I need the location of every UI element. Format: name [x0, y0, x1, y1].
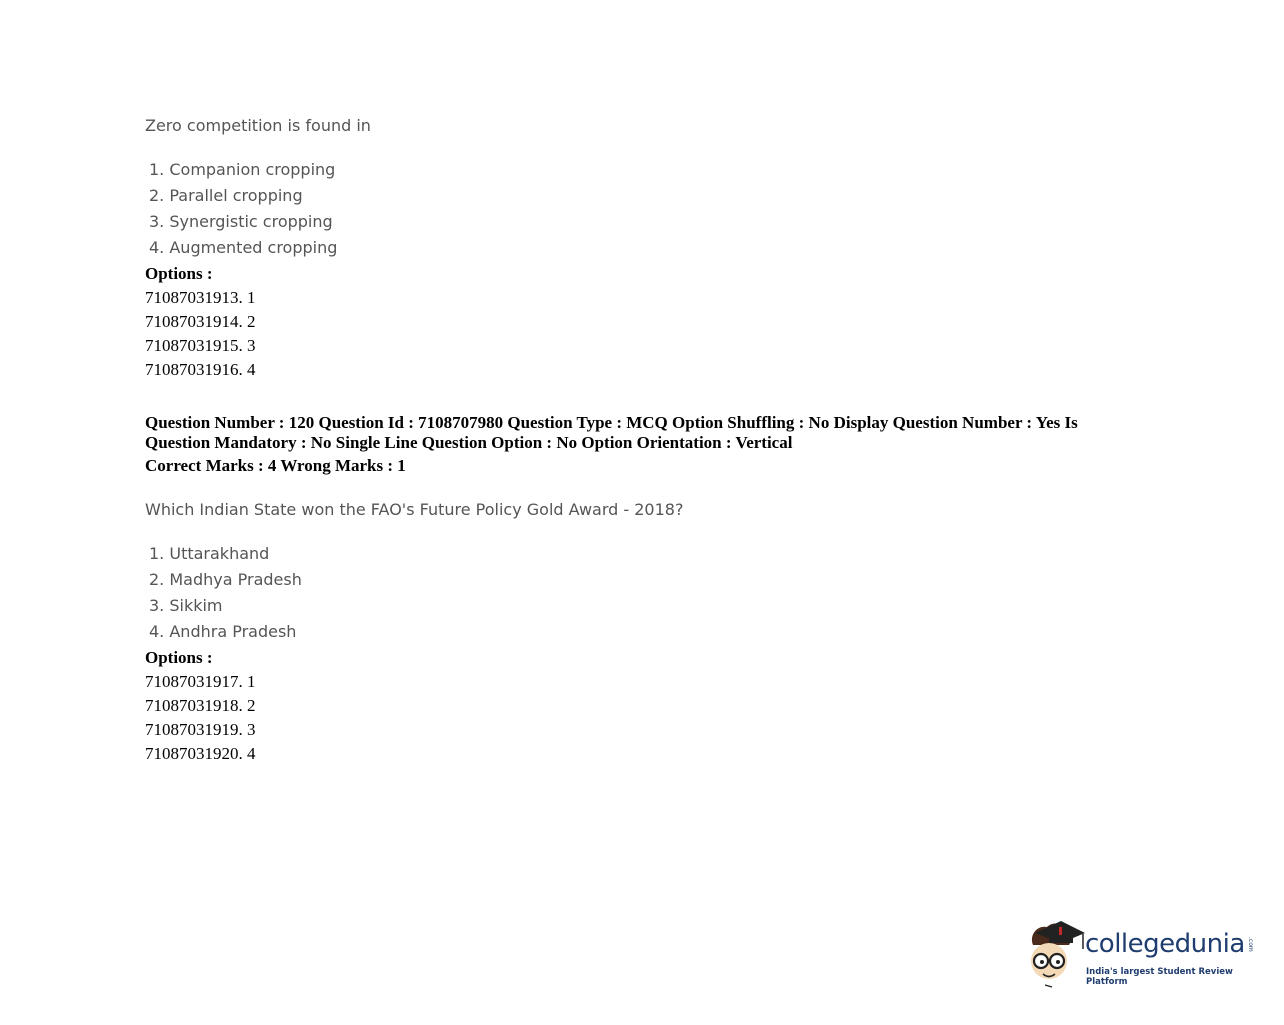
- choice-item: 2. Parallel cropping: [149, 186, 303, 205]
- logo-wordmark: collegedunia: [1085, 929, 1245, 959]
- question-text: Zero competition is found in: [145, 116, 371, 135]
- choice-item: 4. Andhra Pradesh: [149, 622, 297, 641]
- collegedunia-logo: [1025, 915, 1265, 995]
- option-id: 71087031914. 2: [145, 312, 256, 331]
- options-label: Options :: [145, 264, 213, 283]
- option-id: 71087031918. 2: [145, 696, 256, 715]
- option-id-list: [145, 286, 256, 382]
- options-label: Options :: [145, 648, 213, 667]
- mascot-graduation-cap-icon: [1025, 915, 1087, 990]
- question-text: Which Indian State won the FAO's Future Policy Gold Award - 2018?: [145, 500, 684, 519]
- choice-item: 3. Synergistic cropping: [149, 212, 333, 231]
- option-id-list: [145, 670, 256, 766]
- option-id: 71087031919. 3: [145, 720, 256, 739]
- option-id: 71087031915. 3: [145, 336, 256, 355]
- choice-item: 1. Companion cropping: [149, 160, 336, 179]
- answer-choices: [149, 541, 302, 645]
- option-id: 71087031913. 1: [145, 288, 256, 307]
- answer-choices: [149, 157, 337, 261]
- option-id: 71087031916. 4: [145, 360, 256, 379]
- logo-tagline: India's largest Student Review Platform: [1086, 967, 1233, 987]
- choice-item: 4. Augmented cropping: [149, 238, 338, 257]
- question-meta-line: Question Mandatory : No Single Line Question Option : No Option Orientation : Vertical: [145, 433, 793, 452]
- option-id: 71087031920. 4: [145, 744, 256, 763]
- marks-info: Correct Marks : 4 Wrong Marks : 1: [145, 456, 406, 475]
- question-meta-line: Question Number : 120 Question Id : 7108707980 Question Type : MCQ Option Shuffling : No Display Question Number : Yes Is: [145, 413, 1078, 432]
- option-id: 71087031917. 1: [145, 672, 256, 691]
- choice-item: 3. Sikkim: [149, 596, 223, 615]
- choice-item: 2. Madhya Pradesh: [149, 570, 302, 589]
- question-meta: [145, 413, 1115, 453]
- logo-suffix: .com: [1247, 937, 1254, 952]
- choice-item: 1. Uttarakhand: [149, 544, 270, 563]
